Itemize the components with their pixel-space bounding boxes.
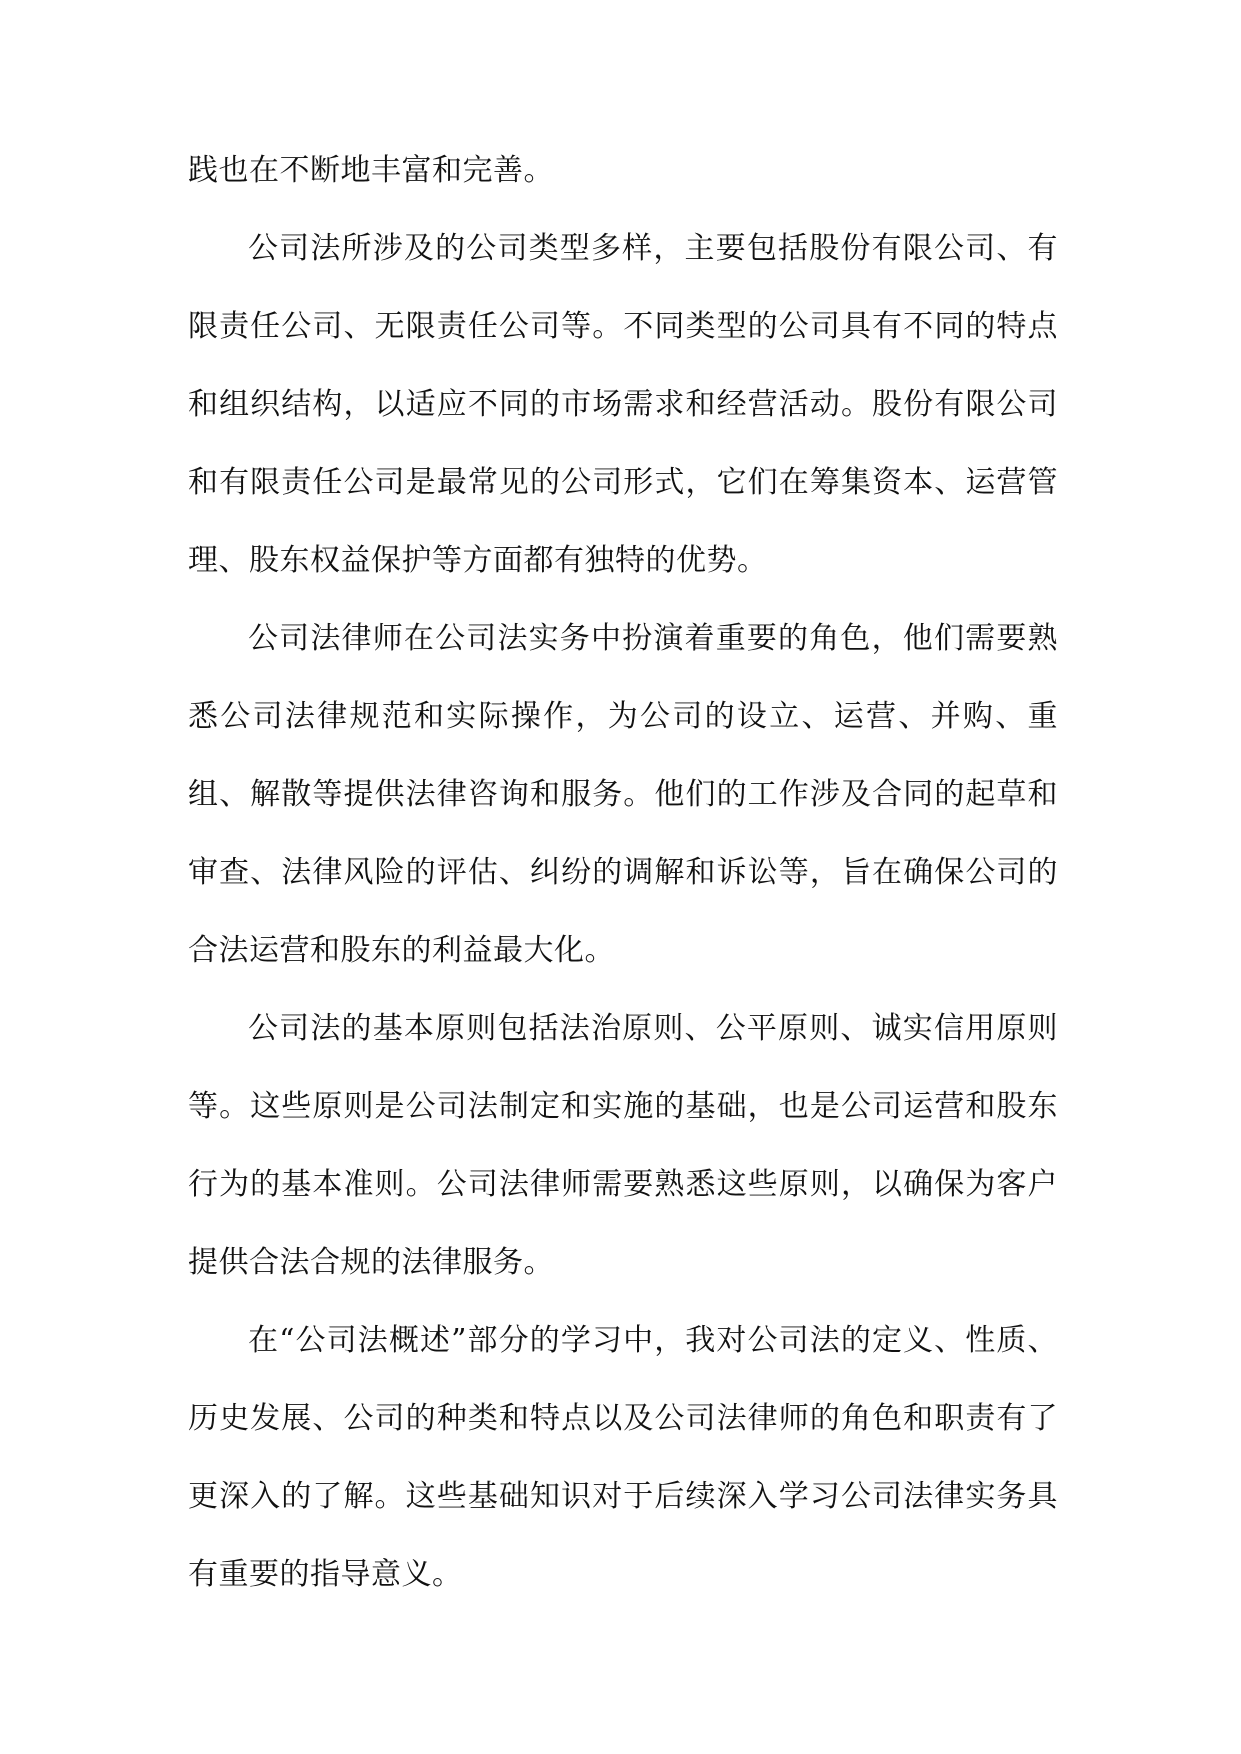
paragraph-summary: 在“公司法概述”部分的学习中，我对公司法的定义、性质、历史发展、公司的种类和特点以及公司法律师的角色和职责有了更深入的了解。这些基础知识对于后续深入学习公司法律实务具有重要的指导意义。 bbox=[188, 1323, 1058, 1592]
paragraph-basic-principles: 公司法的基本原则包括法治原则、公平原则、诚实信用原则等。这些原则是公司法制定和实施的基础，也是公司运营和股东行为的基本准则。公司法律师需要熟悉这些原则，以确保为客户提供合法合规的法律服务。 bbox=[188, 1011, 1058, 1280]
body-text bbox=[188, 132, 1058, 1614]
paragraph-continuation: 践也在不断地丰富和完善。 bbox=[188, 153, 554, 188]
paragraph-company-lawyer-role: 公司法律师在公司法实务中扮演着重要的角色，他们需要熟悉公司法律规范和实际操作，为公司的设立、运营、并购、重组、解散等提供法律咨询和服务。他们的工作涉及合同的起草和审查、法律风险的评估、纠纷的调解和诉讼等，旨在确保公司的合法运营和股东的利益最大化。 bbox=[188, 621, 1058, 968]
paragraph-company-types: 公司法所涉及的公司类型多样，主要包括股份有限公司、有限责任公司、无限责任公司等。不同类型的公司具有不同的特点和组织结构，以适应不同的市场需求和经营活动。股份有限公司和有限责任公司是最常见的公司形式，它们在筹集资本、运营管理、股东权益保护等方面都有独特的优势。 bbox=[188, 231, 1058, 578]
